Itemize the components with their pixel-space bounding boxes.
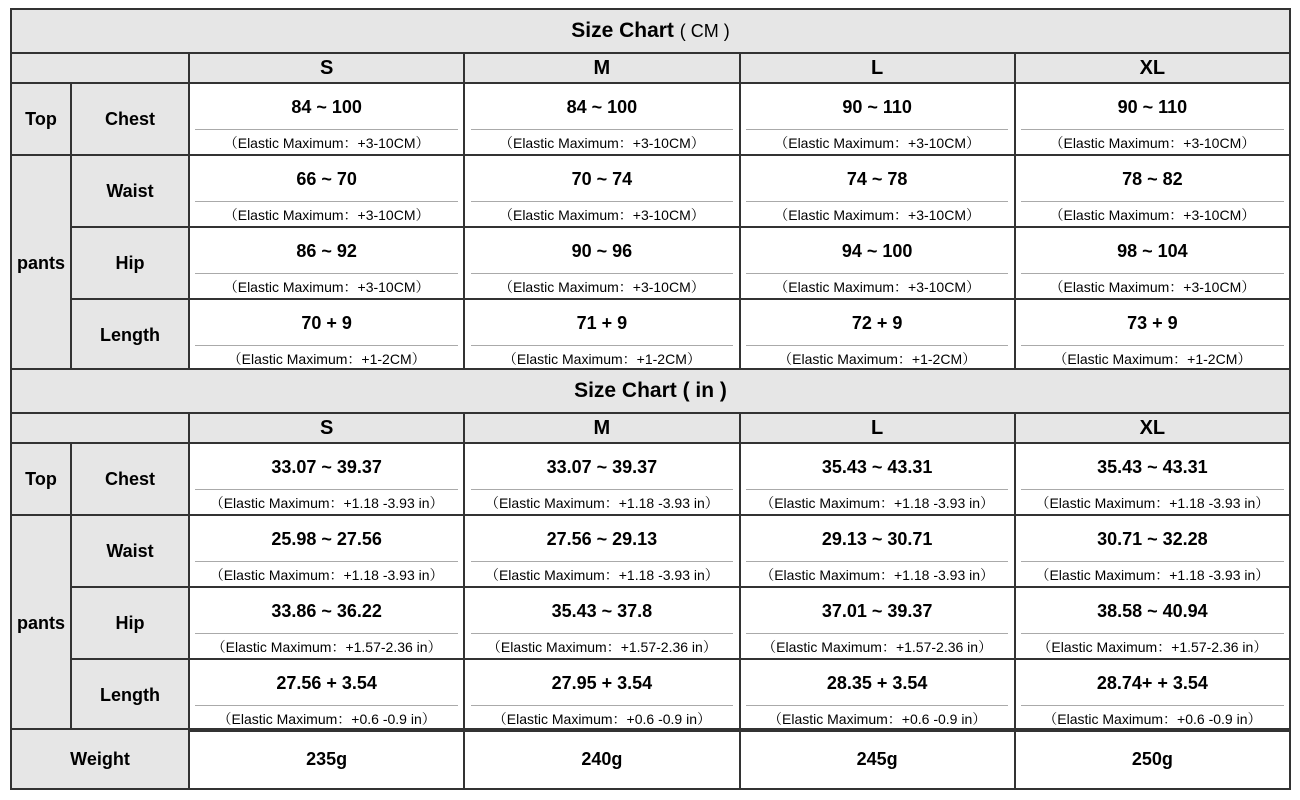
size-header-s: S	[189, 53, 464, 83]
weight-table	[10, 728, 1291, 790]
value-cell: 86 ~ 92	[189, 227, 464, 271]
note-cell: （Elastic Maximum：+3-10CM）	[464, 199, 739, 227]
value-cell: 71 + 9	[464, 299, 739, 343]
note-cell: （Elastic Maximum：+1-2CM）	[189, 343, 464, 371]
measure-chest: Chest	[71, 83, 189, 155]
value-cell: 90 ~ 110	[1015, 83, 1290, 127]
value-cell: 70 ~ 74	[464, 155, 739, 199]
value-cell: 33.07 ~ 39.37	[464, 443, 739, 487]
value-cell: 35.43 ~ 43.31	[1015, 443, 1290, 487]
note-cell: （Elastic Maximum：+3-10CM）	[740, 127, 1015, 155]
note-cell: （Elastic Maximum：+3-10CM）	[1015, 199, 1290, 227]
weight-value-xl: 250g	[1015, 729, 1290, 789]
weight-value-l: 245g	[740, 729, 1015, 789]
size-chart-in	[10, 368, 1291, 732]
value-cell: 37.01 ~ 39.37	[740, 587, 1015, 631]
note-cell: （Elastic Maximum：+3-10CM）	[464, 271, 739, 299]
note-cell: （Elastic Maximum：+1.18 -3.93 in）	[1015, 559, 1290, 587]
note-cell: （Elastic Maximum：+3-10CM）	[1015, 127, 1290, 155]
measure-chest: Chest	[71, 443, 189, 515]
note-cell: （Elastic Maximum：+1.18 -3.93 in）	[1015, 487, 1290, 515]
value-cell: 33.86 ~ 36.22	[189, 587, 464, 631]
note-cell: （Elastic Maximum：+3-10CM）	[1015, 271, 1290, 299]
value-cell: 27.56 ~ 29.13	[464, 515, 739, 559]
note-cell: （Elastic Maximum：+0.6 -0.9 in）	[740, 703, 1015, 731]
value-cell: 90 ~ 110	[740, 83, 1015, 127]
category-top: Top	[11, 443, 71, 515]
value-cell: 84 ~ 100	[464, 83, 739, 127]
value-cell: 27.95 + 3.54	[464, 659, 739, 703]
chart-title: Size Chart ( CM )	[11, 9, 1290, 53]
note-cell: （Elastic Maximum：+1.18 -3.93 in）	[740, 559, 1015, 587]
measure-hip: Hip	[71, 587, 189, 659]
value-cell: 78 ~ 82	[1015, 155, 1290, 199]
note-cell: （Elastic Maximum：+0.6 -0.9 in）	[1015, 703, 1290, 731]
value-cell: 35.43 ~ 43.31	[740, 443, 1015, 487]
value-cell: 90 ~ 96	[464, 227, 739, 271]
note-cell: （Elastic Maximum：+1.57-2.36 in）	[1015, 631, 1290, 659]
value-cell: 29.13 ~ 30.71	[740, 515, 1015, 559]
value-cell: 74 ~ 78	[740, 155, 1015, 199]
note-cell: （Elastic Maximum：+0.6 -0.9 in）	[189, 703, 464, 731]
weight-value-s: 235g	[189, 729, 464, 789]
size-header-l: L	[740, 53, 1015, 83]
value-cell: 94 ~ 100	[740, 227, 1015, 271]
size-header-m: M	[464, 53, 739, 83]
category-pants: pants	[11, 515, 71, 731]
corner-cell	[11, 413, 189, 443]
note-cell: （Elastic Maximum：+3-10CM）	[189, 127, 464, 155]
note-cell: （Elastic Maximum：+1-2CM）	[464, 343, 739, 371]
note-cell: （Elastic Maximum：+1.18 -3.93 in）	[740, 487, 1015, 515]
value-cell: 70 + 9	[189, 299, 464, 343]
note-cell: （Elastic Maximum：+1.57-2.36 in）	[189, 631, 464, 659]
corner-cell	[11, 53, 189, 83]
note-cell: （Elastic Maximum：+3-10CM）	[740, 271, 1015, 299]
note-cell: （Elastic Maximum：+1.18 -3.93 in）	[189, 559, 464, 587]
value-cell: 28.35 + 3.54	[740, 659, 1015, 703]
note-cell: （Elastic Maximum：+1.18 -3.93 in）	[189, 487, 464, 515]
note-cell: （Elastic Maximum：+1.18 -3.93 in）	[464, 559, 739, 587]
category-top: Top	[11, 83, 71, 155]
value-cell: 73 + 9	[1015, 299, 1290, 343]
value-cell: 98 ~ 104	[1015, 227, 1290, 271]
value-cell: 25.98 ~ 27.56	[189, 515, 464, 559]
value-cell: 38.58 ~ 40.94	[1015, 587, 1290, 631]
note-cell: （Elastic Maximum：+1-2CM）	[740, 343, 1015, 371]
value-cell: 30.71 ~ 32.28	[1015, 515, 1290, 559]
value-cell: 84 ~ 100	[189, 83, 464, 127]
value-cell: 66 ~ 70	[189, 155, 464, 199]
measure-hip: Hip	[71, 227, 189, 299]
note-cell: （Elastic Maximum：+0.6 -0.9 in）	[464, 703, 739, 731]
measure-waist: Waist	[71, 155, 189, 227]
size-chart-cm	[10, 8, 1291, 372]
value-cell: 72 + 9	[740, 299, 1015, 343]
size-header-s: S	[189, 413, 464, 443]
note-cell: （Elastic Maximum：+1.18 -3.93 in）	[464, 487, 739, 515]
weight-label: Weight	[11, 729, 189, 789]
note-cell: （Elastic Maximum：+3-10CM）	[189, 199, 464, 227]
note-cell: （Elastic Maximum：+3-10CM）	[189, 271, 464, 299]
note-cell: （Elastic Maximum：+1-2CM）	[1015, 343, 1290, 371]
chart-title: Size Chart ( in )	[11, 369, 1290, 413]
size-header-xl: XL	[1015, 413, 1290, 443]
measure-length: Length	[71, 299, 189, 371]
measure-length: Length	[71, 659, 189, 731]
size-header-l: L	[740, 413, 1015, 443]
note-cell: （Elastic Maximum：+1.57-2.36 in）	[740, 631, 1015, 659]
note-cell: （Elastic Maximum：+1.57-2.36 in）	[464, 631, 739, 659]
measure-waist: Waist	[71, 515, 189, 587]
value-cell: 28.74+ + 3.54	[1015, 659, 1290, 703]
note-cell: （Elastic Maximum：+3-10CM）	[740, 199, 1015, 227]
size-header-m: M	[464, 413, 739, 443]
value-cell: 27.56 + 3.54	[189, 659, 464, 703]
value-cell: 35.43 ~ 37.8	[464, 587, 739, 631]
size-header-xl: XL	[1015, 53, 1290, 83]
category-pants: pants	[11, 155, 71, 371]
note-cell: （Elastic Maximum：+3-10CM）	[464, 127, 739, 155]
weight-value-m: 240g	[464, 729, 739, 789]
value-cell: 33.07 ~ 39.37	[189, 443, 464, 487]
